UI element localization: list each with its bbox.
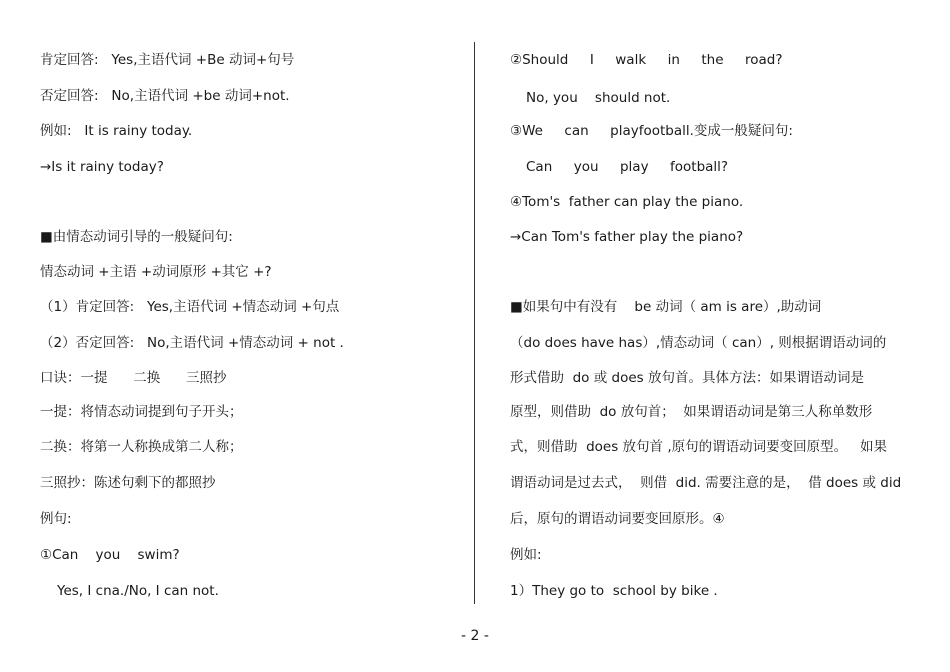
example-three-question: Can you play football?: [526, 159, 729, 175]
modal-negative-rule: （2）否定回答: No,主语代词 +情态动词 + not .: [40, 335, 344, 351]
example-three-statement: ③We can playfootball.变成一般疑问句:: [510, 123, 793, 139]
auxiliary-rule-line-1: （do does have has）,情态动词（ can）, 则根据谓语动词的: [510, 335, 887, 351]
modal-question-formula: 情态动词 +主语 +动词原形 +其它 +?: [40, 264, 272, 280]
negative-answer-rule: 否定回答: No,主语代词 +be 动词+not.: [40, 88, 290, 104]
auxiliary-rule-line-2: 形式借助 do 或 does 放句首。具体方法：如果谓语动词是: [510, 370, 864, 386]
auxiliary-rule-line-4: 式，则借助 does 放句首 ,原句的谓语动词要变回原型。 如果: [510, 439, 887, 455]
mnemonic-step-two: 二换：将第一人称换成第二人称；: [40, 439, 243, 455]
mnemonic-title: 口诀：一提 二换 三照抄: [40, 370, 227, 386]
example-label: 例句:: [40, 511, 72, 527]
example-two-answer: No, you should not.: [526, 90, 671, 106]
example-question: →Is it rainy today?: [40, 159, 164, 175]
example-bike-sentence: 1）They go to school by bike .: [510, 583, 718, 599]
section-heading-auxiliary: ■如果句中有没有 be 动词（ am is are）,助动词: [510, 299, 822, 315]
mnemonic-step-three: 三照抄：陈述句剩下的都照抄: [40, 475, 216, 491]
auxiliary-rule-line-3: 原型，则借助 do 放句首； 如果谓语动词是第三人称单数形: [510, 404, 873, 420]
example-label-right: 例如:: [510, 547, 542, 563]
column-divider: [474, 42, 475, 604]
example-four-statement: ④Tom's father can play the piano.: [510, 194, 744, 210]
modal-affirmative-rule: （1）肯定回答: Yes,主语代词 +情态动词 +句点: [40, 299, 340, 315]
auxiliary-rule-line-6: 后，原句的谓语动词要变回原形。④: [510, 511, 725, 527]
affirmative-answer-rule: 肯定回答: Yes,主语代词 +Be 动词+句号: [40, 52, 295, 68]
page-number: - 2 -: [461, 628, 489, 644]
example-one-question: ①Can you swim?: [40, 547, 180, 563]
example-four-question: →Can Tom's father play the piano?: [510, 229, 744, 245]
example-two-question: ②Should I walk in the road?: [510, 52, 783, 68]
section-heading-modal: ■由情态动词引导的一般疑问句:: [40, 229, 233, 245]
mnemonic-step-one: 一提：将情态动词提到句子开头；: [40, 404, 243, 420]
example-one-answer: Yes, I cna./No, I can not.: [57, 583, 219, 599]
example-statement: 例如: It is rainy today.: [40, 123, 193, 139]
auxiliary-rule-line-5: 谓语动词是过去式， 则借 did. 需要注意的是， 借 does 或 did: [510, 475, 902, 491]
